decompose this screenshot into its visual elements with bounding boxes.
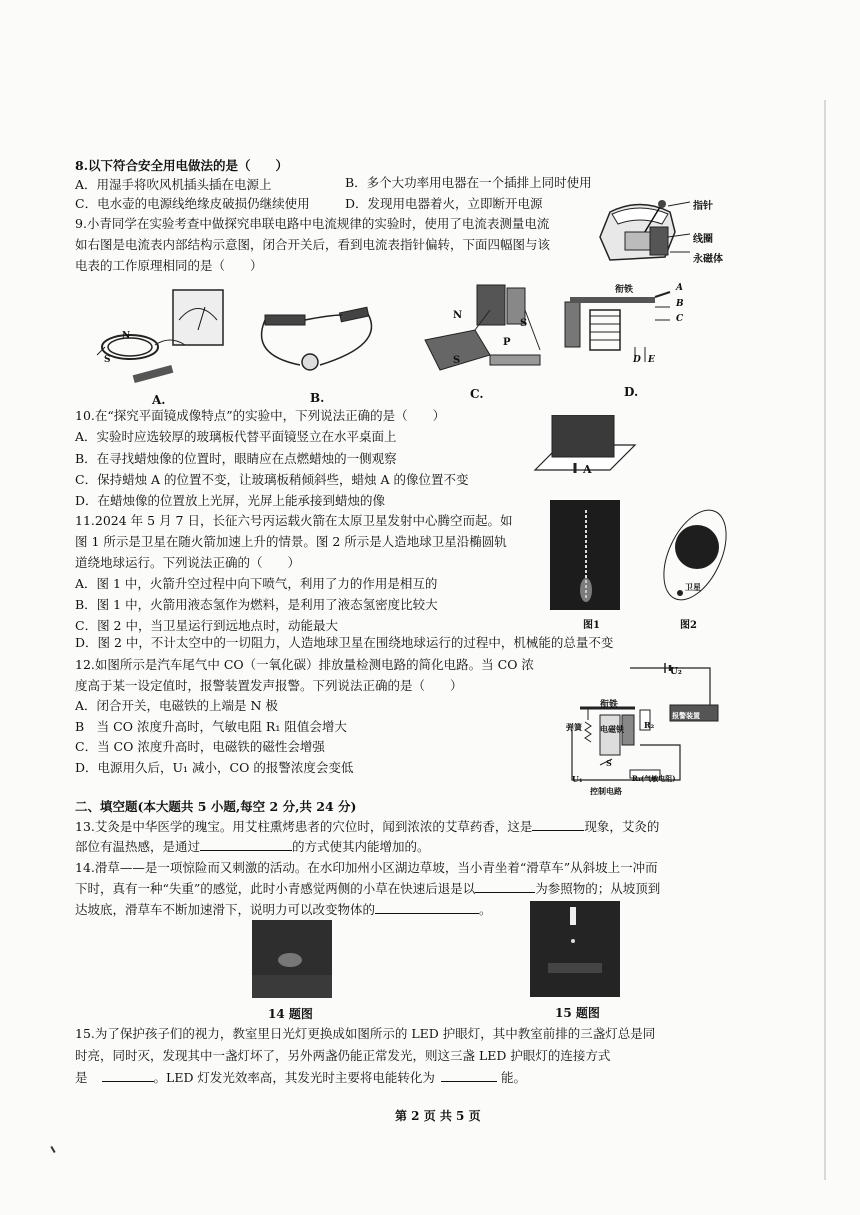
q11-line-1: 11.2024 年 5 月 7 日，长征六号丙运载火箭在太原卫星发射中心腾空而起。如 — [75, 513, 513, 528]
q10-option-d: D．在蜡烛像的位置放上光屏，光屏上能承接到蜡烛的像 — [75, 493, 386, 508]
q9-option-d-label-c: C — [676, 314, 684, 324]
q9-line-1: 9.小青同学在实验考查中做探究串联电路中电流规律的实验时，使用了电流表测量电流 — [75, 216, 550, 231]
circuit-label-electromagnet: 电磁铁 — [600, 724, 624, 734]
q9-option-d-figure — [560, 282, 690, 372]
mirror-figure-label-a: A — [583, 463, 592, 476]
scan-edge — [824, 100, 826, 1180]
q13-line-1-text-b: 现象，艾灸的 — [584, 819, 660, 834]
q14-blank-2[interactable] — [375, 901, 479, 914]
q14-blank-1[interactable] — [475, 880, 535, 893]
q9-option-c-label-s: S — [453, 355, 461, 366]
q13-blank-2[interactable] — [200, 838, 292, 851]
q15-blank-1[interactable] — [102, 1069, 154, 1082]
q14-line-2-text-b: 为参照物的；从坡顶到 — [535, 881, 661, 896]
q15-line-3-text-a: 是 — [75, 1070, 88, 1085]
q11-line-2: 图 1 所示是卫星在随火箭加速上升的情景。图 2 所示是人造地球卫星沿椭圆轨 — [75, 534, 507, 549]
circuit-label-u2: U₂ — [670, 667, 682, 677]
q12-option-a: A．闭合开关，电磁铁的上端是 N 极 — [75, 698, 278, 713]
q9-line-2: 如右图是电流表内部结构示意图，闭合开关后，看到电流表指针偏转，下面四幅图与该 — [75, 237, 551, 252]
q13-blank-1[interactable] — [532, 818, 584, 831]
q9-option-c-figure — [415, 280, 555, 385]
section-2-title: 二、填空题(本大题共 5 小题,每空 2 分,共 24 分) — [75, 799, 357, 814]
q9-option-a-label-s: S — [104, 355, 111, 365]
orbit-satellite-label: 卫星 — [685, 582, 701, 592]
q15-line-3-text-c: 能。 — [500, 1070, 526, 1085]
q9-option-a-caption: A. — [152, 393, 166, 407]
q14-line-3-text-a: 达坡底，滑草车不断加速滑下，说明力可以改变物体的 — [75, 902, 376, 917]
q12-option-d: D．电源用久后，U₁ 减小，CO 的报警浓度会变低 — [75, 760, 354, 775]
q12-option-b: B 当 CO 浓度升高时，气敏电阻 R₁ 阻值会增大 — [75, 719, 347, 734]
q8-option-d: D．发现用电器着火，立即断开电源 — [345, 196, 543, 211]
q9-option-c-label-n: N — [453, 310, 463, 321]
q12-line-1: 12.如图所示是汽车尾气中 CO（一氧化碳）排放量检测电路的简化电路。当 CO 浓 — [75, 657, 534, 672]
ammeter-label-magnet: 永磁体 — [693, 254, 723, 265]
circuit-label-r2: R₂ — [644, 720, 655, 730]
led-lamp-photo — [530, 901, 620, 997]
q15-blank-2[interactable] — [441, 1069, 497, 1082]
q14-line-3-text-b: 。 — [479, 902, 492, 917]
q9-option-a-label-n: N — [122, 331, 131, 341]
q11-option-a: A．图 1 中，火箭升空过程中向下喷气，利用了力的作用是相互的 — [75, 576, 438, 591]
q15-line-1: 15.为了保护孩子们的视力，教室里日光灯更换成如图所示的 LED 护眼灯，其中教室前排的三盏灯总是同 — [75, 1026, 656, 1041]
q13-line-1 — [75, 818, 659, 835]
q15-line-3-text-b: 。LED 灯发光效率高，其发光时主要将电能转化为 — [153, 1070, 435, 1085]
circuit-label-u1: U₁ — [572, 774, 583, 784]
q9-option-d-label-b: B — [676, 299, 684, 309]
scan-mark — [50, 1146, 55, 1153]
q13-line-2 — [75, 838, 430, 855]
q9-option-c-label-p: P — [503, 337, 511, 348]
page-number-footer: 第 2 页 共 5 页 — [395, 1109, 481, 1123]
q9-option-d-caption: D. — [624, 385, 639, 399]
q9-option-c-caption: C. — [470, 387, 484, 401]
q8-option-b: B．多个大功率用电器在一个插排上同时使用 — [345, 175, 592, 190]
q14-line-2-text-a: 下时，真有一种“失重”的感觉，此时小青感觉两侧的小草在快速后退是以 — [75, 881, 476, 896]
q15-figure-caption: 15 题图 — [555, 1006, 600, 1020]
q14-line-3 — [75, 901, 492, 918]
ammeter-label-pointer: 指针 — [693, 201, 713, 212]
q8-option-c: C．电水壶的电源线绝缘皮破损仍继续使用 — [75, 196, 310, 211]
q14-line-2 — [75, 880, 660, 897]
q10-stem: 10.在“探究平面镜成像特点”的实验中，下列说法正确的是（ ） — [75, 408, 446, 423]
q11-line-3: 道绕地球运行。下列说法正确的（ ） — [75, 555, 301, 570]
q10-option-b: B．在寻找蜡烛像的位置时，眼睛应在点燃蜡烛的一侧观察 — [75, 451, 397, 466]
q9-option-d-label-e: E — [648, 355, 655, 365]
q9-line-3: 电表的工作原理相同的是（ ） — [75, 258, 263, 273]
circuit-label-control: 控制电路 — [590, 786, 622, 796]
figure-1-caption: 图1 — [583, 620, 600, 631]
q12-line-2: 度高于某一设定值时，报警装置发声报警。下列说法正确的是（ ） — [75, 678, 463, 693]
q9-option-c-label-s2: S — [520, 318, 528, 329]
q13-line-1-text-a: 13.艾灸是中华医学的瑰宝。用艾柱熏烤患者的穴位时，闻到浓浓的艾草药香，这是 — [75, 819, 533, 834]
q12-option-c: C．当 CO 浓度升高时，电磁铁的磁性会增强 — [75, 739, 325, 754]
q14-figure-caption: 14 题图 — [268, 1007, 313, 1021]
q15-line-3 — [75, 1069, 526, 1086]
q8-option-a: A．用湿手将吹风机插头插在电源上 — [75, 177, 272, 192]
q9-option-b-caption: B. — [310, 391, 325, 405]
grass-sliding-photo — [252, 920, 332, 998]
circuit-label-alarm: 报警装置 — [672, 711, 700, 720]
q15-line-2: 时亮，同时灭，发现其中一盏灯坏了，另外两盏仍能正常发光，则这三盏 LED 护眼灯的连接方式 — [75, 1048, 611, 1063]
q9-option-b-figure — [250, 300, 390, 380]
ammeter-structure-figure — [590, 192, 700, 272]
q13-line-2-text-b: 的方式使其内能增加的。 — [292, 839, 430, 854]
circuit-label-armature: 衔铁 — [600, 700, 619, 710]
q9-option-d-label-d: D — [633, 355, 641, 365]
co-detector-circuit-figure — [560, 660, 720, 790]
q10-option-c: C．保持蜡烛 A 的位置不变，让玻璃板稍倾斜些，蜡烛 A 的像位置不变 — [75, 472, 469, 487]
circuit-label-switch: S — [606, 758, 612, 768]
ammeter-label-coil: 线圈 — [693, 234, 713, 245]
q11-option-d: D．图 2 中，不计太空中的一切阻力，人造地球卫星在围绕地球运行的过程中，机械能的总量不变 — [75, 635, 614, 650]
circuit-label-spring: 弹簧 — [566, 722, 582, 732]
q14-line-1: 14.滑草——是一项惊险而又刺激的活动。在水印加州小区湖边草坡，当小青坐着“滑草车”从斜坡上一冲而 — [75, 860, 658, 875]
q11-option-c: C．图 2 中，当卫星运行到远地点时，动能最大 — [75, 618, 338, 633]
q10-option-a: A．实验时应选较厚的玻璃板代替平面镜竖立在水平桌面上 — [75, 429, 397, 444]
q13-line-2-text-a: 部位有温热感，是通过 — [75, 839, 201, 854]
rocket-launch-photo — [550, 500, 620, 610]
q9-option-d-label-armature: 衔铁 — [615, 285, 634, 295]
q9-option-a-figure — [95, 285, 235, 385]
q8-stem: 8.以下符合安全用电做法的是（ ） — [75, 158, 289, 173]
circuit-label-r1: R₁(气敏电阻) — [632, 774, 676, 783]
figure-2-caption: 图2 — [680, 620, 697, 631]
q9-option-d-label-a: A — [676, 283, 683, 293]
q11-option-b: B．图 1 中，火箭用液态氢作为燃料，是利用了液态氢密度比较大 — [75, 597, 438, 612]
